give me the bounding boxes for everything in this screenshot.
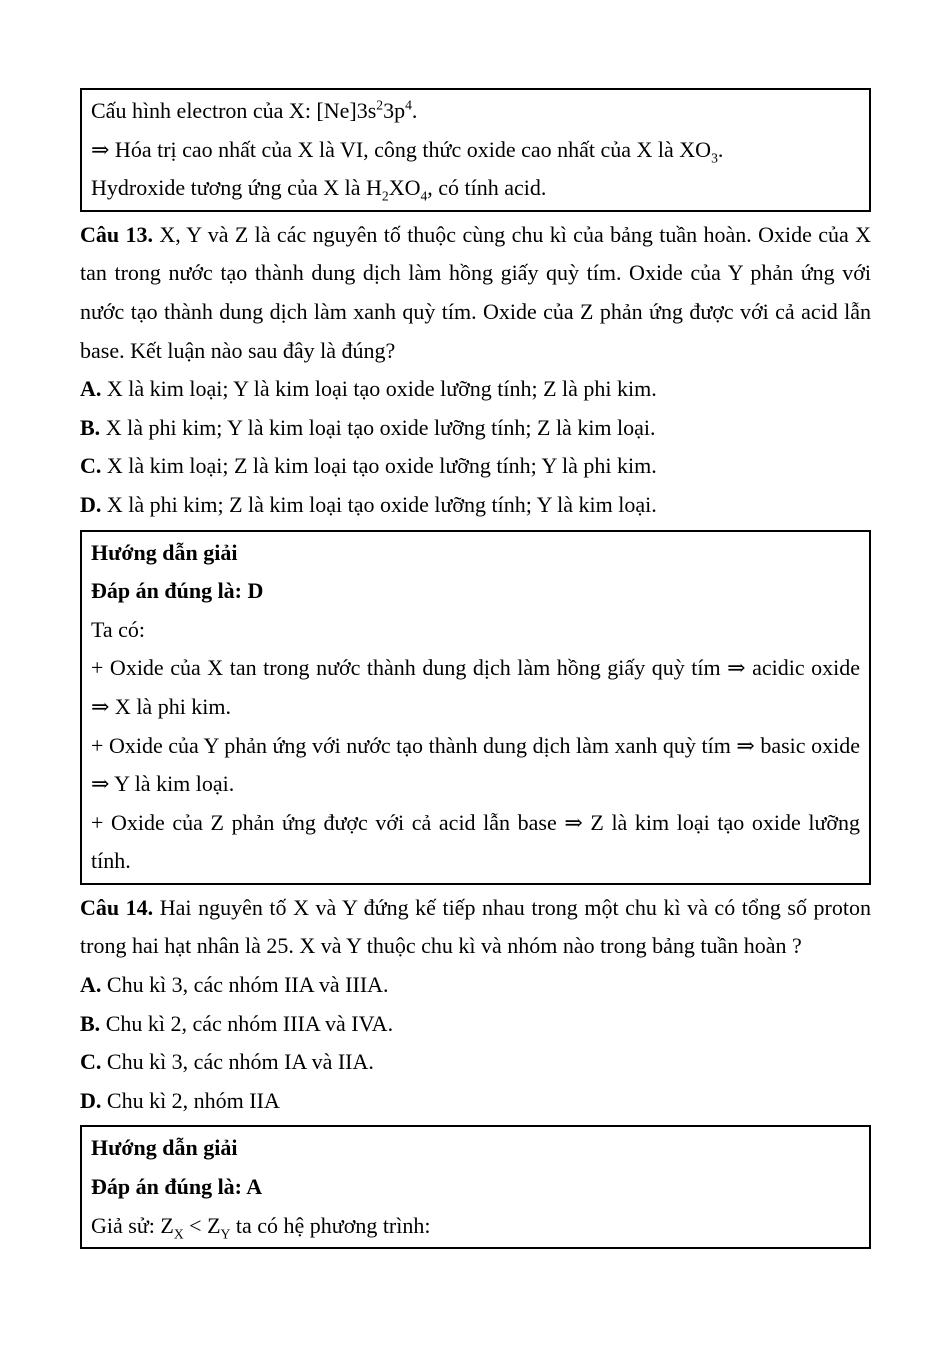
question-14-option-d — [80, 1082, 871, 1121]
option-b-text: Chu kì 2, các nhóm IIIA và IVA. — [100, 1010, 394, 1036]
solution-14-heading: Hướng dẫn giải — [91, 1135, 238, 1161]
question-14-text — [80, 889, 871, 966]
question-13-label: Câu 13. — [80, 221, 153, 247]
option-a-text: Chu kì 3, các nhóm IIA và IIIA. — [101, 972, 389, 998]
question-14-label: Câu 14. — [80, 894, 154, 920]
option-c-label: C. — [80, 453, 102, 479]
question-14-option-b — [80, 1005, 871, 1044]
option-c-label: C. — [80, 1049, 102, 1075]
solution-13-intro: Ta có: — [91, 616, 146, 642]
option-d-text: Chu kì 2, nhóm IIA — [101, 1087, 280, 1113]
question-13-option-d — [80, 486, 871, 525]
option-d-text: X là phi kim; Z là kim loại tạo oxide lưỡng tính; Y là kim loại. — [101, 491, 657, 517]
solution-13-heading: Hướng dẫn giải — [91, 539, 238, 565]
option-c-text: Chu kì 3, các nhóm IA và IIA. — [101, 1049, 374, 1075]
document-content — [80, 88, 871, 1249]
option-b-text: X là phi kim; Y là kim loại tạo oxide lưỡng tính; Z là kim loại. — [100, 414, 656, 440]
question-13-option-a — [80, 370, 871, 409]
option-d-label: D. — [80, 1087, 102, 1113]
electron-config-line: Cấu hình electron của X: $[Ne]3s^23p^4$. — [91, 97, 418, 123]
question-13-text — [80, 216, 871, 370]
intro-solution-box — [80, 88, 871, 212]
question-13-option-b — [80, 409, 871, 448]
solution-14-assumption-line: Giả sử: $Z_X < Z_Y$ ta có hệ phương trình: — [91, 1212, 431, 1242]
solution-14-answer: Đáp án đúng là: A — [91, 1174, 263, 1200]
solution-13-point-x: + Oxide của X tan trong nước thành dung dịch làm hồng giấy quỳ tím ⇒ acidic oxide ⇒ X là phi kim. — [91, 655, 860, 719]
option-a-label: A. — [80, 972, 102, 998]
option-a-text: X là kim loại; Y là kim loại tạo oxide lưỡng tính; Z là phi kim. — [101, 376, 657, 402]
option-b-label: B. — [80, 1010, 101, 1036]
solution-13-point-y: + Oxide của Y phản ứng với nước tạo thành dung dịch làm xanh quỳ tím ⇒ basic oxide ⇒ Y là kim loại. — [91, 732, 860, 797]
solution-13-box — [80, 530, 871, 885]
valence-conclusion-line: ⇒ Hóa trị cao nhất của X là VI, công thức oxide cao nhất của X là $XO_3$. — [91, 136, 724, 165]
question-14-option-c — [80, 1043, 871, 1082]
hydroxide-line: Hydroxide tương ứng của X là $H_2XO_4$, có tính acid. — [91, 175, 547, 204]
option-a-label: A. — [80, 376, 102, 402]
question-13-body: X, Y và Z là các nguyên tố thuộc cùng chu kì của bảng tuần hoàn. Oxide của X tan trong nước tạo thành dung dịch làm hồng giấy quỳ tím. Oxide của Y phản ứng với nước tạo thành dung dịch làm xanh quỳ tím. Oxide của Z phản ứng được với cả acid lẫn base. Kết luận nào sau đây là đúng? — [80, 221, 872, 363]
question-14-body: Hai nguyên tố X và Y đứng kế tiếp nhau trong một chu kì và có tổng số proton trong hai hạt nhân là 25. X và Y thuộc chu kì và nhóm nào trong bảng tuần hoàn ? — [80, 894, 871, 959]
solution-14-box — [80, 1125, 871, 1249]
option-b-label: B. — [80, 414, 101, 440]
option-c-text: X là kim loại; Z là kim loại tạo oxide lưỡng tính; Y là phi kim. — [101, 453, 657, 479]
question-13-option-c — [80, 447, 871, 486]
option-d-label: D. — [80, 491, 102, 517]
solution-13-answer: Đáp án đúng là: D — [91, 578, 264, 604]
question-14-option-a — [80, 966, 871, 1005]
solution-13-point-z: + Oxide của Z phản ứng được với cả acid lẫn base ⇒ Z là kim loại tạo oxide lưỡng tính. — [91, 809, 860, 874]
